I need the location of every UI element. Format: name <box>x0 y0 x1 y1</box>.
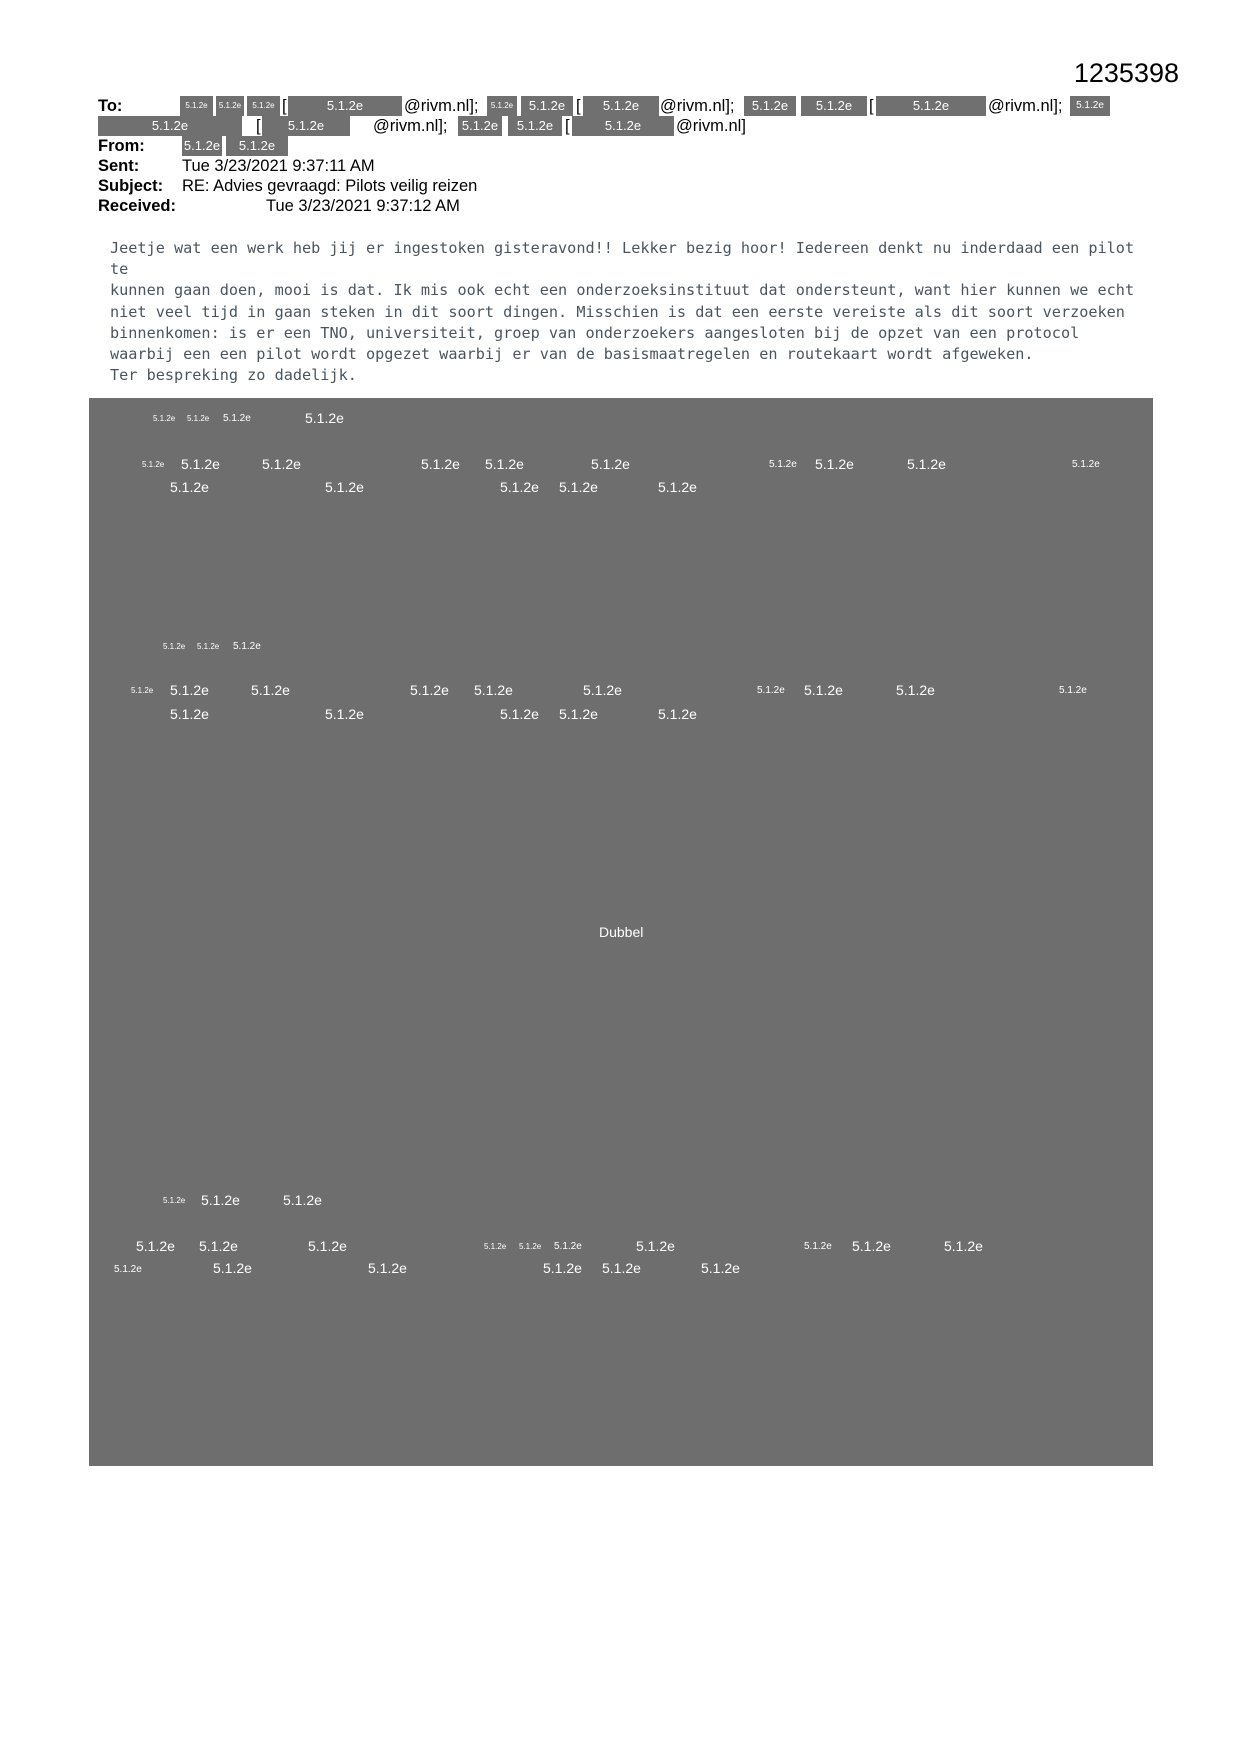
redaction-code: 5.1.2e <box>907 456 946 472</box>
email-suffix: @rivm.nl]; <box>373 117 448 135</box>
subject-value: RE: Advies gevraagd: Pilots veilig reizen <box>182 177 478 195</box>
bracket: [ <box>576 97 581 115</box>
redaction-box: 5.1.2e <box>572 116 674 136</box>
redaction-code: 5.1.2e <box>201 1192 240 1208</box>
redaction-box: 5.1.2e <box>583 96 659 116</box>
redaction-code: 5.1.2e <box>804 1241 832 1252</box>
redaction-code: 5.1.2e <box>136 1238 175 1254</box>
redacted-block <box>89 398 1153 1466</box>
redaction-code: 5.1.2e <box>181 456 220 472</box>
to-row-continued <box>98 116 1148 136</box>
received-label: Received: <box>98 197 176 215</box>
document-number: 1235398 <box>1073 58 1179 88</box>
redaction-code: 5.1.2e <box>701 1260 740 1276</box>
redaction-box: 5.1.2e <box>487 96 517 116</box>
redaction-code: 5.1.2e <box>283 1192 322 1208</box>
redaction-box: 5.1.2e <box>288 96 402 116</box>
redaction-code: 5.1.2e <box>485 456 524 472</box>
sent-row <box>98 156 698 176</box>
redaction-code: 5.1.2e <box>583 682 622 698</box>
redaction-code: 5.1.2e <box>187 414 210 423</box>
redaction-code: 5.1.2e <box>325 479 364 495</box>
redaction-code: 5.1.2e <box>559 706 598 722</box>
redaction-box: 5.1.2e <box>744 96 796 116</box>
redaction-code: 5.1.2e <box>804 682 843 698</box>
redaction-code: 5.1.2e <box>163 642 186 651</box>
email-body-paragraph: Jeetje wat een werk heb jij er ingestoken gisteravond!! Lekker bezig hoor! Iedereen denkt nu inderdaad een pilot te kunnen gaan doen, mooi is dat. Ik mis ook echt een onderzoeksinstituut dat ondersteunt, want hier kunnen we echt niet veel tijd in gaan steken in dit soort dingen. Misschien is dat een eerste vereiste als dit soort verzoeken binnenkomen: is er een TNO, universiteit, groep van onderzoekers aangesloten bij de opzet van een protocol waarbij een een pilot wordt opgezet waarbij er van de basismaatregelen en routekaart wordt afgeweken. <box>110 239 1135 364</box>
redaction-code: 5.1.2e <box>308 1238 347 1254</box>
redaction-code: 5.1.2e <box>163 1196 186 1205</box>
redaction-code: 5.1.2e <box>262 456 301 472</box>
redaction-code: 5.1.2e <box>602 1260 641 1276</box>
to-label: To: <box>98 97 123 115</box>
redaction-code: 5.1.2e <box>1072 459 1100 470</box>
redaction-code: 5.1.2e <box>896 682 935 698</box>
redaction-box: 5.1.2e <box>262 116 350 136</box>
bracket: [ <box>869 97 874 115</box>
redaction-box: 5.1.2e <box>458 116 502 136</box>
from-row <box>98 136 498 156</box>
redaction-box: 5.1.2e <box>226 136 288 156</box>
bracket: [ <box>282 97 287 115</box>
redaction-code: 5.1.2e <box>153 414 176 423</box>
redaction-code: 5.1.2e <box>500 706 539 722</box>
redaction-code: 5.1.2e <box>474 682 513 698</box>
redaction-code: 5.1.2e <box>199 1238 238 1254</box>
redaction-code: 5.1.2e <box>944 1238 983 1254</box>
redaction-code: 5.1.2e <box>519 1242 542 1251</box>
redaction-code: 5.1.2e <box>170 706 209 722</box>
redaction-box: 5.1.2e <box>508 116 562 136</box>
email-suffix: @rivm.nl]; <box>660 97 735 115</box>
redaction-code: 5.1.2e <box>142 460 165 469</box>
redaction-code: 5.1.2e <box>233 641 261 652</box>
redaction-box: 5.1.2e <box>180 96 213 116</box>
redaction-code: 5.1.2e <box>251 682 290 698</box>
redaction-code: 5.1.2e <box>325 706 364 722</box>
email-suffix: @rivm.nl] <box>676 117 746 135</box>
from-label: From: <box>98 137 145 155</box>
redaction-box: 5.1.2e <box>247 96 280 116</box>
redaction-code: 5.1.2e <box>636 1238 675 1254</box>
redaction-code: 5.1.2e <box>170 479 209 495</box>
redaction-code: 5.1.2e <box>559 479 598 495</box>
redaction-code: 5.1.2e <box>197 642 220 651</box>
redaction-box: 5.1.2e <box>876 96 986 116</box>
redaction-code: 5.1.2e <box>114 1264 142 1275</box>
redaction-note: Dubbel <box>599 924 644 940</box>
redaction-code: 5.1.2e <box>213 1260 252 1276</box>
received-value: Tue 3/23/2021 9:37:12 AM <box>266 197 460 215</box>
redaction-box: 5.1.2e <box>521 96 573 116</box>
redaction-code: 5.1.2e <box>410 682 449 698</box>
received-row <box>98 196 698 216</box>
redaction-code: 5.1.2e <box>421 456 460 472</box>
redaction-code: 5.1.2e <box>543 1260 582 1276</box>
subject-row <box>98 176 698 196</box>
redaction-box: 5.1.2e <box>98 116 242 136</box>
redaction-code: 5.1.2e <box>591 456 630 472</box>
redaction-code: 5.1.2e <box>368 1260 407 1276</box>
redaction-code: 5.1.2e <box>658 479 697 495</box>
redaction-box: 5.1.2e <box>182 136 222 156</box>
redaction-code: 5.1.2e <box>223 413 251 424</box>
redaction-code: 5.1.2e <box>769 459 797 470</box>
redaction-code: 5.1.2e <box>1059 685 1087 696</box>
redaction-code: 5.1.2e <box>484 1242 507 1251</box>
redaction-code: 5.1.2e <box>170 682 209 698</box>
bracket: [ <box>256 117 261 135</box>
redaction-code: 5.1.2e <box>305 410 344 426</box>
redaction-box: 5.1.2e <box>801 96 867 116</box>
redaction-code: 5.1.2e <box>500 479 539 495</box>
redaction-code: 5.1.2e <box>757 685 785 696</box>
redaction-box: 5.1.2e <box>216 96 244 116</box>
email-suffix: @rivm.nl]; <box>404 97 479 115</box>
to-row <box>98 96 1148 116</box>
bracket: [ <box>565 117 570 135</box>
redaction-code: 5.1.2e <box>815 456 854 472</box>
redaction-code: 5.1.2e <box>131 686 154 695</box>
sent-value: Tue 3/23/2021 9:37:11 AM <box>182 157 375 175</box>
email-suffix: @rivm.nl]; <box>988 97 1063 115</box>
email-closing-line: Ter bespreking zo dadelijk. <box>110 366 357 384</box>
redaction-code: 5.1.2e <box>852 1238 891 1254</box>
sent-label: Sent: <box>98 157 140 175</box>
redaction-code: 5.1.2e <box>554 1241 582 1252</box>
redaction-box: 5.1.2e <box>1070 96 1110 116</box>
subject-label: Subject: <box>98 177 164 195</box>
redaction-code: 5.1.2e <box>658 706 697 722</box>
